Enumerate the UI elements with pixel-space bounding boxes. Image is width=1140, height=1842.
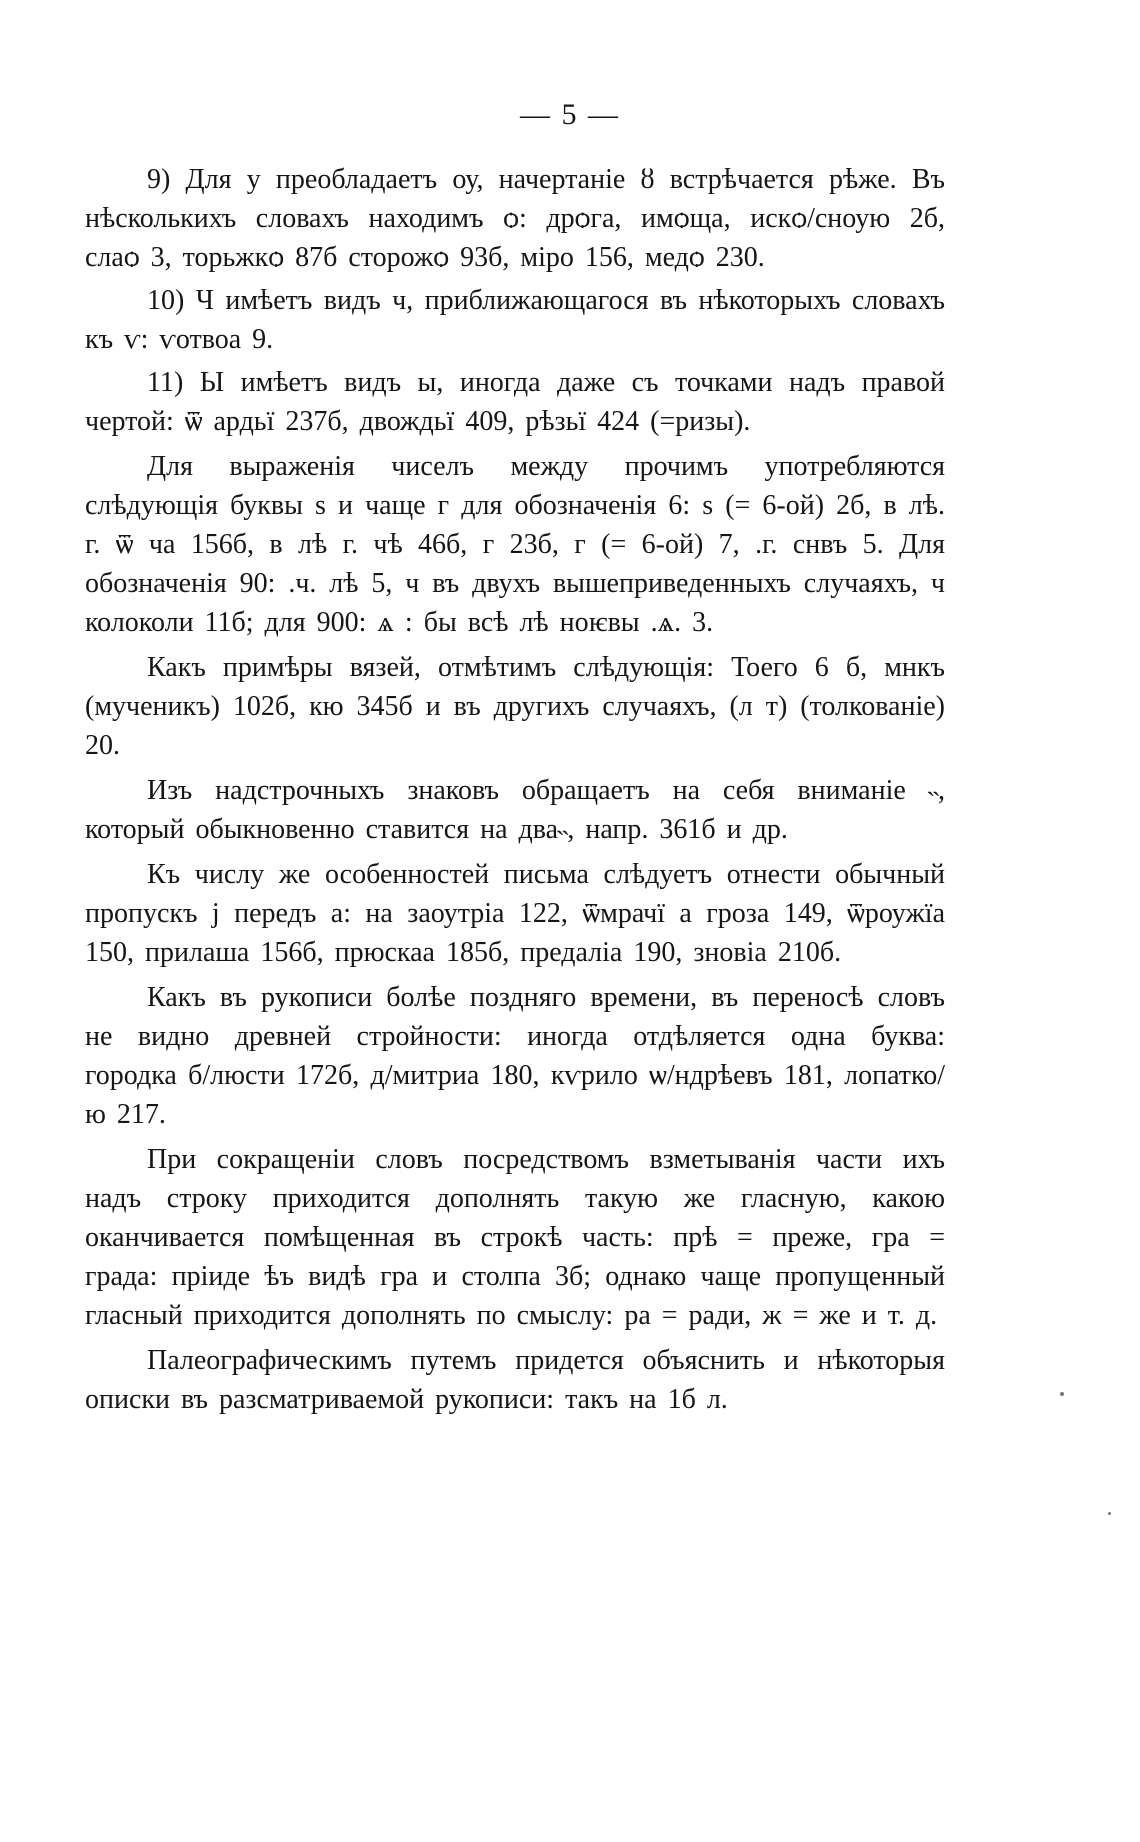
paragraph-abbreviations: При сокращеніи словъ посредствомъ взметыванія части ихъ надъ строку приходится дополнять такую же гласную, какою оканчивается помѣщенная въ строкѣ часть: прѣ = преже, гра = града: пріиде ѣъ видѣ гра и столпа 3б; однако чаще пропущенный гласный приходится дополнять по смыслу: ра = ради, ж = же и т. д. (85, 1144, 945, 1331)
paragraph-ligatures: Какъ примѣры вязей, отмѣтимъ слѣдующія: Тоего 6 б, мнкъ (мученикъ) 102б, кю 345б и въ другихъ случаяхъ, (л т) (толкованіе) 20. (85, 652, 945, 761)
paragraph-11: 11) Ы имѣетъ видъ ы, иногда даже съ точками надъ правой чертой: ѿ ардьї 237б, двождьї 409, рѣзьї 424 (=ризы). (85, 367, 945, 437)
paragraph-paleography: Палеографическимъ путемъ придется объяснить и нѣкоторыя описки въ разсматриваемой рукописи: такъ на 1б л. (85, 1345, 945, 1415)
paragraph-numbers: Для выраженія чиселъ между прочимъ употребляются слѣдующія буквы ѕ и чаще г для обозначенія 6: ѕ (= 6-ой) 2б, в лѣ. г. ѿ ча 156б, в лѣ г. чѣ 46б, г 23б, г (= 6-ой) 7, .г. снвъ 5. Для обозначенія 90: .ч. лѣ 5, ч въ двухъ вышеприведенныхъ случаяхъ, ч колоколи 11б; для 900: ѧ : бы всѣ лѣ ноѥвы .ѧ. 3. (85, 451, 945, 638)
paragraph-10: 10) Ч имѣетъ видъ ч, приближающагося въ нѣкоторыхъ словахъ къ ѵ: ѵотвоа 9. (85, 285, 945, 355)
paragraph-word-division: Какъ въ рукописи болѣе поздняго времени, въ переносѣ словъ не видно древней стройности: иногда отдѣляется одна буква: городка б/люсти 172б, д/митриа 180, кѵрило ѡ/ндрѣевъ 181, лопатко/ю 217. (85, 982, 945, 1130)
paragraph-9: 9) Для у преобладаетъ оу, начертаніе ȣ встрѣчается рѣже. Въ нѣсколькихъ словахъ находимъ ѻ: дрѻга, имѻща, искѻ/сноую 2б, слаѻ 3, торьжкѻ 87б сторожѻ 93б, міро 156, медѻ 230. (85, 164, 945, 273)
scan-speck (1108, 1512, 1111, 1515)
scan-speck (1060, 1392, 1064, 1396)
paragraph-omission: Къ числу же особенностей письма слѣдуетъ отнести обычный пропускъ j передъ а: на заоутріа 122, ѿмрачї а гроза 149, ѿроужїа 150, прилаша 156б, прюскаа 185б, предаліа 190, зновіа 210б. (85, 859, 945, 968)
body-text (85, 160, 945, 1425)
page-number: — 5 — (520, 98, 620, 131)
paragraph-superscripts: Изъ надстрочныхъ знаковъ обращаетъ на себя вниманіе ˵, который обыкновенно ставится на два˵, напр. 361б и др. (85, 775, 945, 845)
